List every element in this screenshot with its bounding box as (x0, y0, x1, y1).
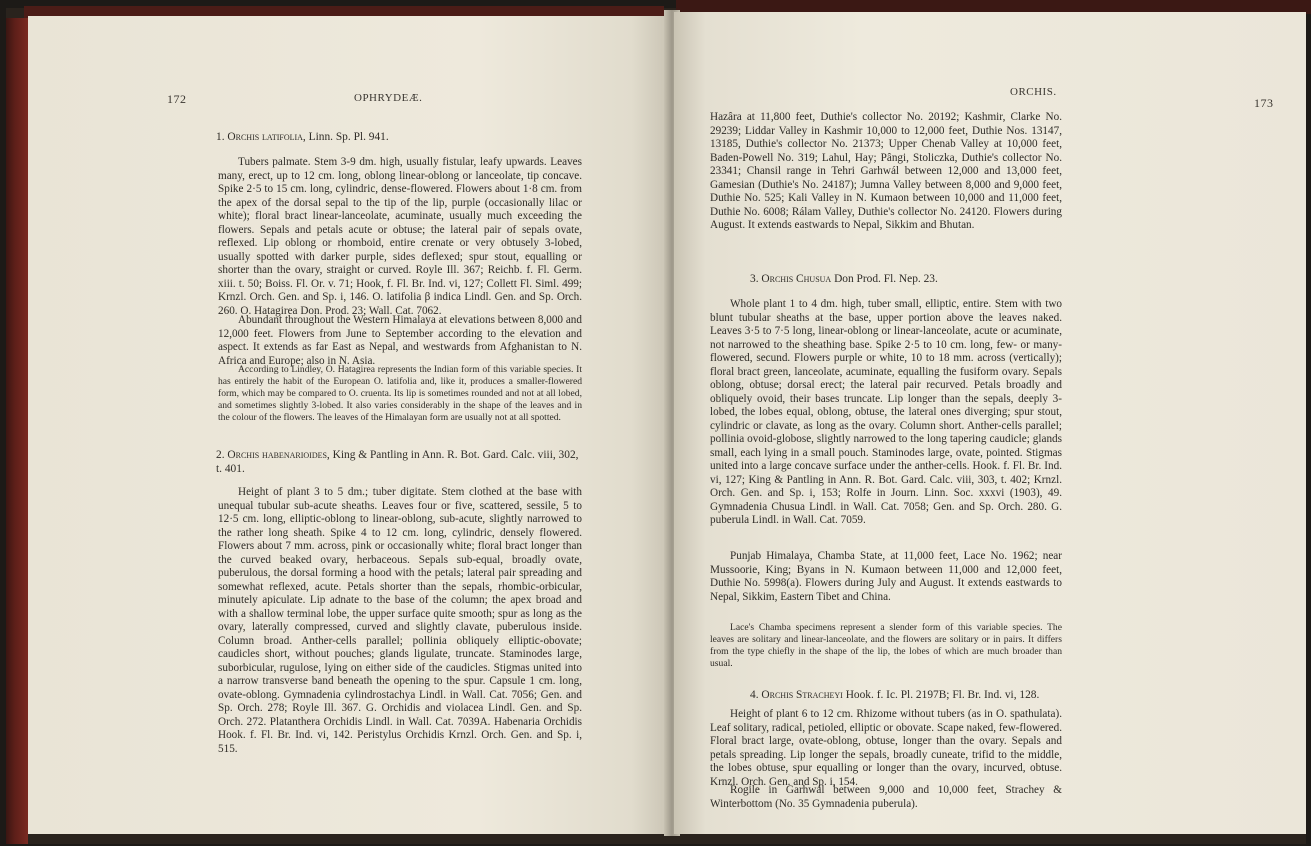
running-head: ORCHIS. (1010, 86, 1057, 98)
right-page (674, 12, 1306, 834)
species-description: Height of plant 6 to 12 cm. Rhizome without tubers (as in O. spathulata). Leaf solitary, radical, petioled, elliptic or obovate. Scape naked, few-flowered. Floral bract large, ovate-oblong, obtuse, longer than the ovary. Sepals and petals spreading. Lip longer the sepals, broadly cuneate, trifid to the middle, the lobes obtuse, spur equalling or longer than the ovary, incurved, obtuse. Krnzl. Orch. Gen. and Sp. i, 154. (710, 708, 1062, 788)
species-heading (750, 688, 1039, 702)
continued-distribution: Hazâra at 11,800 feet, Duthie's collector No. 20192; Kashmir, Clarke No. 29239; Liddar Valley in Kashmir 10,000 to 12,000 feet, Duthie Nos. 13147, 13185, Duthie's collector No. 21373; Upper Chenab Valley at 10,000 feet, Baden-Powell No. 319; Lahul, Hay; Pângi, Stoliczka, Duthie's collector No. 23341; Chansil range in Tehri Garhwál between 12,000 and 13,000 feet, Gamesian (Duthie's No. 24187); Jumna Valley between 8,000 and 9,000 feet, Duthie No. 525; Kali Valley in N. Kumaon between 10,000 and 11,000 feet, Duthie No. 6008; Rálam Valley, Duthie's collector No. 24120. Flowers during August. It extends eastwards to Nepal, Sikkim and Bhutan. (710, 111, 1062, 231)
book-cover-edge (6, 18, 28, 844)
species-number: 4. (750, 689, 759, 701)
species-distribution: Punjab Himalaya, Chamba State, at 11,000 feet, Lace No. 1962; near Mussoorie, King; Byans in N. Kumaon between 11,000 and 12,000 feet, Duthie No. 5998(a). Flowers during July and August. It extends eastwards to Nepal, Sikkim, Eastern Tibet and China. (710, 550, 1062, 603)
left-page (28, 16, 670, 834)
species-authority: King & Pantling in Ann. R. Bot. Gard. Calc. viii, 302, t. 401. (216, 449, 579, 475)
species-authority: Linn. Sp. Pl. 941. (308, 131, 389, 143)
species-name: Orchis habenarioides, (227, 449, 330, 461)
species-heading (216, 448, 580, 476)
species-heading (216, 130, 389, 144)
page-number: 173 (1254, 96, 1274, 110)
species-description: Whole plant 1 to 4 dm. high, tuber small, elliptic, entire. Stem with two blunt tubular sheaths at the base, upper portion above the leaves naked. Leaves 3·5 to 7·5 long, linear-oblong or linear-lanceolate, acute or acuminate, not narrowed to the sheathing base. Spike 2·5 to 10 cm. long, few- or many-flowered, secund. Flowers purple or white, 10 to 18 mm. across (vertically); floral bract green, lanceolate, acuminate, equalling the fusiform ovary. Sepals oblong, obtuse; dorsal erect; the lateral pair recurved. Petals broadly and obliquely ovoid, their bases truncate. Lip longer than the sepals, deeply 3-lobed, the lobes equal, oblong, obtuse, the lateral ones diverging; spur stout, cylindric or clavate, as long as the ovary. Column short. Anther-cells parallel; pollinia ovoid-globose, slightly narrowed to the long tapering caudicle; glands small, each lying in a small pouch. Staminodes large, ovate, pointed. Stigmas united into a large concave surface under the anther-cells. Hook. f. Fl. Br. Ind. vi, 127; King & Pantling in Ann. R. Bot. Gard. Calc. viii, 303, t. 402; Krnzl. Orch. Gen. and Sp. i, 153; Rolfe in Journ. Linn. Soc. xxxvi (1903), 49. Gymnadenia Chusua Lindl. in Wall. Cat. 7058; Gen. and Sp. Orch. 280. G. puberula Lindl. in Wall. Cat. 7059. (710, 298, 1062, 526)
species-number: 3. (750, 273, 759, 285)
species-note: Lace's Chamba specimens represent a slender form of this variable species. The leaves are solitary and linear-lanceolate, and the flowers are solitary or in pairs. It differs from the type chiefly in the shape of the lip, the lobes of which are much broader than usual. (710, 622, 1062, 669)
species-description: Height of plant 3 to 5 dm.; tuber digitate. Stem clothed at the base with unequal tubular sub-acute sheaths. Leaves four or five, scattered, sessile, 5 to 12·5 cm. long, elliptic-oblong to linear-oblong, sub-acute, slightly narrowed to the rather long sheath. Spike 4 to 12 cm. long, cylindric, densely flowered. Flowers about 7 mm. across, pink or occasionally white; floral bract longer than the curved beaked ovary, herbaceous. Sepals sub-equal, broadly ovate, puberulous, the dorsal forming a hood with the petals; lateral pair spreading and somewhat reflexed, acute. Petals shorter than the sepals, rhombic-orbicular, minutely apiculate. Lip adnate to the base of the column; the apex broad and with a shallow terminal lobe, the upper surface quite smooth; spur as long as the ovary, laterally compressed, curved and slightly clavate, puberulous inside. Column broad. Anther-cells parallel; pollinia obliquely elliptic-obovate; caudicles short, without pouches; glands ligulate, truncate. Staminodes large, suborbicular, rugulose, lying on either side of the caudicles. Stigmas united into a narrow transverse band beneath the opening to the spur. Capsule 1 cm. long, ovate-oblong. Gymnadenia cylindrostachya Lindl. in Wall. Cat. 7056; Gen. and Sp. Orch. 278; Royle Ill. 367. G. Orchidis and violacea Lindl. Gen. and Sp. Orch. 272. Platanthera Orchidis Lindl. in Wall. Cat. 7039A. Habenaria Orchidis Hook. f. Fl. Br. Ind. vi, 142. Peristylus Orchidis Krnzl. Orch. Gen. and Sp. i, 515. (218, 486, 582, 755)
species-number: 1. (216, 131, 225, 143)
species-heading (750, 272, 938, 286)
species-name: Orchis Chusua (761, 273, 832, 285)
species-authority: Hook. f. Ic. Pl. 2197B; Fl. Br. Ind. vi, 128. (845, 689, 1040, 701)
species-authority: Don Prod. Fl. Nep. 23. (834, 273, 938, 285)
running-head: OPHRYDEÆ. (354, 92, 423, 104)
species-distribution: Abundant throughout the Western Himalaya at elevations between 8,000 and 12,000 feet. Flowers from June to September according to the elevation and aspect. It extends as far East as Nepal, and westwards from Afghanistan to N. Africa and Europe; also in N. Asia. (218, 314, 582, 367)
species-name: Orchis latifolia, (227, 131, 306, 143)
page-number: 172 (167, 92, 187, 106)
species-name: Orchis Stracheyi (761, 689, 843, 701)
species-distribution: Rogile in Garhwál between 9,000 and 10,000 feet, Strachey & Winterbottom (No. 35 Gymnadenia puberula). (710, 784, 1062, 810)
species-description: Tubers palmate. Stem 3-9 dm. high, usually fistular, leafy upwards. Leaves many, erect, up to 12 cm. long, oblong linear-oblong or lanceolate, tip concave. Spike 2·5 to 15 cm. long, cylindric, dense-flowered. Flowers about 1·8 cm. from the apex of the dorsal sepal to the tip of the lip, purple (occasionally lilac or white); floral bract linear-lanceolate, acuminate, usually much exceeding the flowers. Sepals and petals acute or obtuse; the lateral pair of sepals ovate, reflexed. Lip oblong or rhomboid, entire crenate or very obtusely 3-lobed, usually spotted with darker purple, sides deflexed; spur stout, equalling or shorter than the ovary, straight or curved. Royle Ill. 367; Reichb. f. Fl. Germ. xiii. t. 50; Boiss. Fl. Or. v. 71; Hook, f. Fl. Br. Ind. vi, 127; Collett Fl. Siml. 499; Krnzl. Orch. Gen. and Sp. i, 146. O. latifolia β indica Lindl. Gen. and Sp. Orch. 260. O. Hatagirea Don. Prod. 23; Wall. Cat. 7062. (218, 156, 582, 317)
species-note: According to Lindley, O. Hatagirea represents the Indian form of this variable species. It has entirely the habit of the European O. latifolia and, like it, produces a smaller-flowered form, which may be compared to O. cruenta. Its lip is sometimes rounded and not at all lobed, and sometimes slightly 3-lobed. It also varies considerably in the shape of the leaves and in the colour of the flowers. The leaves of the Himalayan form are usually not at all spotted. (218, 364, 582, 423)
species-number: 2. (216, 449, 225, 461)
